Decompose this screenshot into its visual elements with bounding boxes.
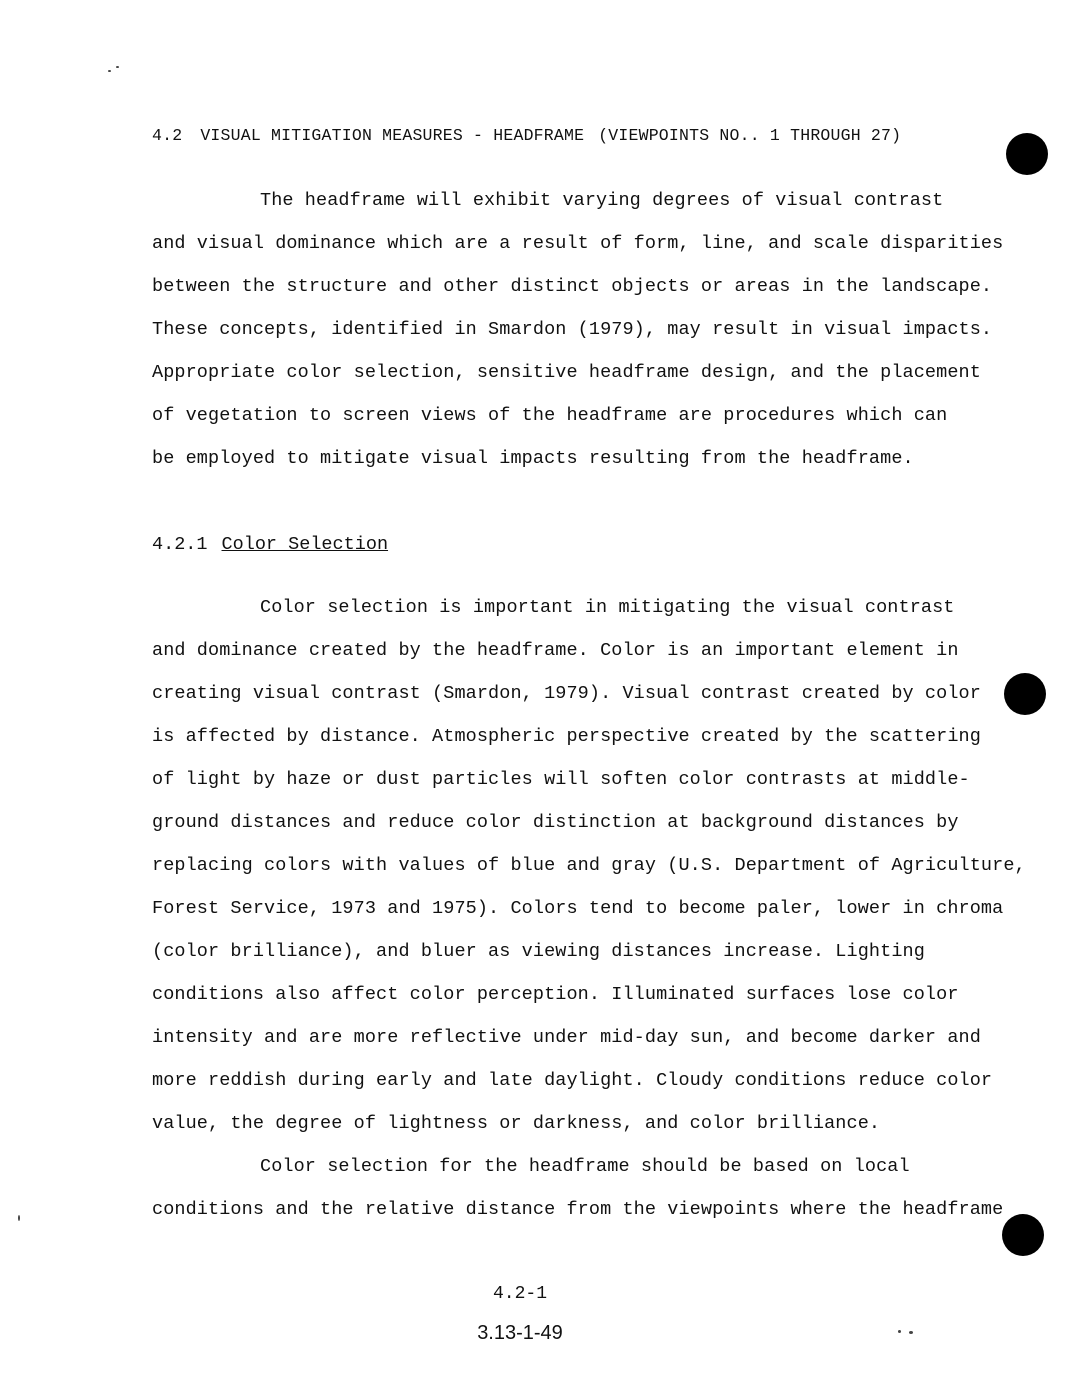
punch-hole-top	[1006, 133, 1048, 175]
paragraph2-line: of light by haze or dust particles will soften color contrasts at middle-	[152, 769, 970, 790]
punch-hole-middle	[1004, 673, 1046, 715]
scan-speck	[116, 66, 119, 68]
paragraph1-line: These concepts, identified in Smardon (1979), may result in visual impacts.	[152, 319, 993, 340]
paragraph3-line: Color selection for the headframe should be based on local	[260, 1156, 910, 1177]
paragraph1-line: The headframe will exhibit varying degrees of visual contrast	[260, 190, 944, 211]
paragraph1-line: between the structure and other distinct objects or areas in the landscape.	[152, 276, 993, 297]
section-title: VISUAL MITIGATION MEASURES - HEADFRAME	[200, 126, 585, 145]
paragraph2-line: replacing colors with values of blue and gray (U.S. Department of Agriculture,	[152, 855, 1026, 876]
paragraph2-line: Forest Service, 1973 and 1975). Colors tend to become paler, lower in chroma	[152, 898, 1004, 919]
paragraph1-line: of vegetation to screen views of the headframe are procedures which can	[152, 405, 948, 426]
paragraph1-line: be employed to mitigate visual impacts resulting from the headframe.	[152, 448, 914, 469]
paragraph2-line: is affected by distance. Atmospheric perspective created by the scattering	[152, 726, 981, 747]
section-heading	[152, 126, 901, 145]
subsection-heading	[152, 534, 388, 555]
paragraph2-line: Color selection is important in mitigating the visual contrast	[260, 597, 955, 618]
paragraph2-line: (color brilliance), and bluer as viewing distances increase. Lighting	[152, 941, 925, 962]
paragraph2-line: value, the degree of lightness or darkness, and color brilliance.	[152, 1113, 881, 1134]
paragraph1-line: and visual dominance which are a result of form, line, and scale disparities	[152, 233, 1004, 254]
paragraph1-line: Appropriate color selection, sensitive headframe design, and the placement	[152, 362, 981, 383]
document-code: 3.13-1-49	[477, 1322, 563, 1344]
paragraph2-line: conditions also affect color perception. Illuminated surfaces lose color	[152, 984, 959, 1005]
subsection-title: Color Selection	[221, 534, 389, 555]
paragraph2-line: more reddish during early and late daylight. Cloudy conditions reduce color	[152, 1070, 993, 1091]
punch-hole-bottom	[1002, 1214, 1044, 1256]
scan-speck	[909, 1331, 913, 1334]
section-qualifier: (VIEWPOINTS NO.. 1 THROUGH 27)	[598, 126, 902, 145]
paragraph2-line: intensity and are more reflective under mid-day sun, and become darker and	[152, 1027, 981, 1048]
paragraph2-line: and dominance created by the headframe. Color is an important element in	[152, 640, 959, 661]
section-number: 4.2	[152, 126, 183, 145]
scan-speck	[108, 70, 111, 72]
scan-speck	[18, 1215, 20, 1221]
subsection-number: 4.2.1	[152, 534, 208, 555]
scan-speck	[898, 1330, 901, 1333]
paragraph3-line: conditions and the relative distance from the viewpoints where the headframe	[152, 1199, 1004, 1220]
paragraph2-line: creating visual contrast (Smardon, 1979). Visual contrast created by color	[152, 683, 981, 704]
page-number: 4.2-1	[492, 1284, 547, 1304]
paragraph2-line: ground distances and reduce color distinction at background distances by	[152, 812, 959, 833]
